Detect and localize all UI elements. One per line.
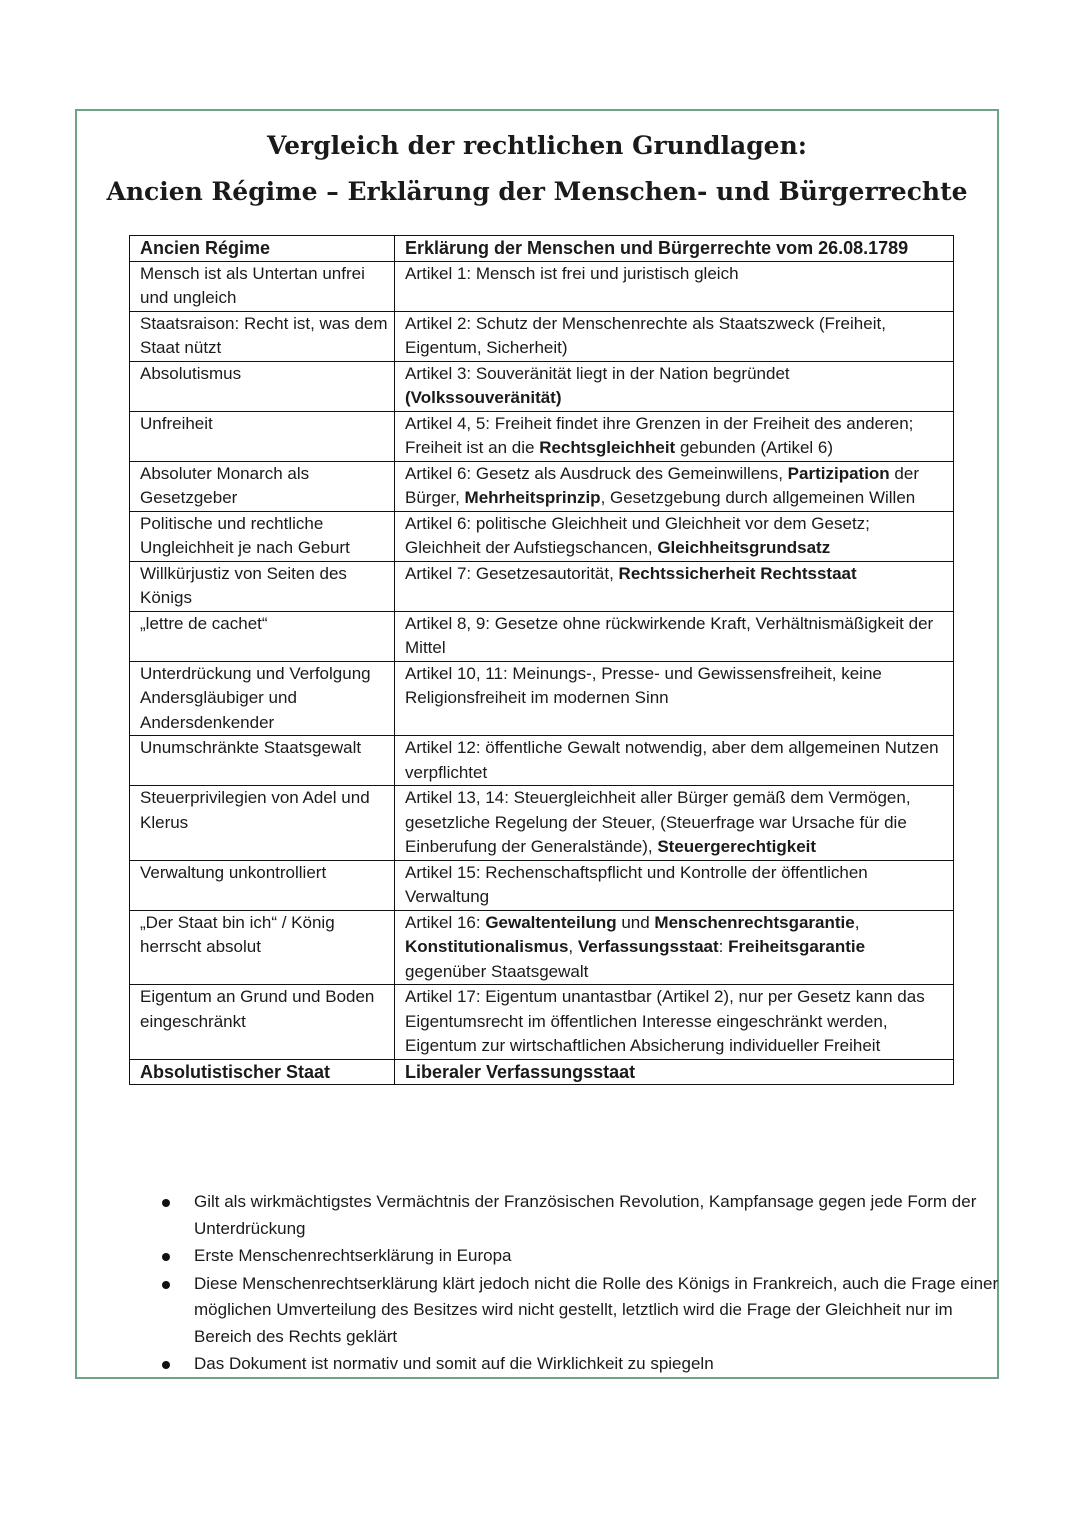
table-row (130, 261, 954, 311)
table-row (130, 561, 954, 611)
cell-menschenrechte: Artikel 8, 9: Gesetze ohne rückwirkende Kraft, Verhältnismäßigkeit der Mittel (395, 611, 954, 661)
table-body (130, 261, 954, 1059)
table-row (130, 985, 954, 1060)
cell-menschenrechte: Artikel 10, 11: Meinungs-, Presse- und Gewissensfreiheit, keine Religionsfreiheit im modernen Sinn (395, 661, 954, 736)
document-frame (75, 109, 999, 1379)
comparison-table (129, 235, 954, 1085)
table-header-row (130, 236, 954, 262)
cell-ancien-regime: „Der Staat bin ich“ / König herrscht absolut (130, 910, 395, 985)
table-row (130, 661, 954, 736)
cell-ancien-regime: Staatsraison: Recht ist, was dem Staat nützt (130, 311, 395, 361)
table-row (130, 411, 954, 461)
cell-ancien-regime: Unumschränkte Staatsgewalt (130, 736, 395, 786)
cell-ancien-regime: Absoluter Monarch als Gesetzgeber (130, 461, 395, 511)
cell-menschenrechte: Artikel 4, 5: Freiheit findet ihre Grenzen in der Freiheit des anderen; Freiheit ist an die Rechtsgleichheit gebunden (Artikel 6) (395, 411, 954, 461)
table-row (130, 786, 954, 861)
cell-menschenrechte: Artikel 7: Gesetzesautorität, Rechtssicherheit Rechtsstaat (395, 561, 954, 611)
header-ancien-regime: Ancien Régime (130, 236, 395, 262)
list-item: Diese Menschenrechtserklärung klärt jedoch nicht die Rolle des Königs in Frankreich, auch die Frage einer möglichen Umverteilung des Besitzes wird nicht gestellt, letztlich wird die Frage der Gleichheit nur im Bereich des Rechts geklärt (194, 1271, 1014, 1351)
cell-menschenrechte: Artikel 17: Eigentum unantastbar (Artikel 2), nur per Gesetz kann das Eigentumsrecht im öffentlichen Interesse eingeschränkt werden, Eigentum zur wirtschaftlichen Absicherung individueller Freiheit (395, 985, 954, 1060)
cell-menschenrechte: Artikel 6: Gesetz als Ausdruck des Gemeinwillens, Partizipation der Bürger, Mehrheitsprinzip, Gesetzgebung durch allgemeinen Willen (395, 461, 954, 511)
cell-menschenrechte: Artikel 6: politische Gleichheit und Gleichheit vor dem Gesetz; Gleichheit der Aufstiegschancen, Gleichheitsgrundsatz (395, 511, 954, 561)
cell-ancien-regime: Absolutismus (130, 361, 395, 411)
table-footer-row (130, 1059, 954, 1085)
list-item: Erste Menschenrechtserklärung in Europa (194, 1243, 1014, 1270)
cell-ancien-regime: Mensch ist als Untertan unfrei und ungleich (130, 261, 395, 311)
cell-menschenrechte: Artikel 1: Mensch ist frei und juristisch gleich (395, 261, 954, 311)
cell-menschenrechte: Artikel 13, 14: Steuergleichheit aller Bürger gemäß dem Vermögen, gesetzliche Regelung der Steuer, (Steuerfrage war Ursache für die Einberufung der Generalstände), Steuergerechtigkeit (395, 786, 954, 861)
cell-ancien-regime: Politische und rechtliche Ungleichheit je nach Geburt (130, 511, 395, 561)
table-row (130, 511, 954, 561)
table-row (130, 860, 954, 910)
footer-absolutistischer-staat: Absolutistischer Staat (130, 1059, 395, 1085)
cell-menschenrechte: Artikel 3: Souveränität liegt in der Nation begründet (Volkssouveränität) (395, 361, 954, 411)
cell-ancien-regime: Steuerprivilegien von Adel und Klerus (130, 786, 395, 861)
table-row (130, 311, 954, 361)
cell-ancien-regime: Verwaltung unkontrolliert (130, 860, 395, 910)
cell-ancien-regime: Willkürjustiz von Seiten des Königs (130, 561, 395, 611)
header-menschenrechte: Erklärung der Menschen und Bürgerrechte vom 26.08.1789 (395, 236, 954, 262)
cell-menschenrechte: Artikel 15: Rechenschaftspflicht und Kontrolle der öffentlichen Verwaltung (395, 860, 954, 910)
cell-ancien-regime: Unterdrückung und Verfolgung Andersgläubiger und Andersdenkender (130, 661, 395, 736)
table-row (130, 611, 954, 661)
footer-verfassungsstaat: Liberaler Verfassungsstaat (395, 1059, 954, 1085)
cell-menschenrechte: Artikel 2: Schutz der Menschenrechte als Staatszweck (Freiheit, Eigentum, Sicherheit) (395, 311, 954, 361)
table-row (130, 736, 954, 786)
table-row (130, 910, 954, 985)
table-row (130, 461, 954, 511)
title-line-2: Ancien Régime – Erklärung der Menschen- und Bürgerrechte (106, 177, 968, 206)
title-line-1: Vergleich der rechtlichen Grundlagen: (267, 131, 807, 160)
table-row (130, 361, 954, 411)
list-item: Das Dokument ist normativ und somit auf die Wirklichkeit zu spiegeln (194, 1351, 1014, 1378)
cell-menschenrechte: Artikel 16: Gewaltenteilung und Menschenrechtsgarantie, Konstitutionalismus, Verfassungsstaat: Freiheitsgarantie gegenüber Staatsgewalt (395, 910, 954, 985)
cell-menschenrechte: Artikel 12: öffentliche Gewalt notwendig, aber dem allgemeinen Nutzen verpflichtet (395, 736, 954, 786)
cell-ancien-regime: Eigentum an Grund und Boden eingeschränkt (130, 985, 395, 1060)
cell-ancien-regime: Unfreiheit (130, 411, 395, 461)
cell-ancien-regime: „lettre de cachet“ (130, 611, 395, 661)
notes-list (149, 1189, 1014, 1379)
list-item: Gilt als wirkmächtigstes Vermächtnis der Französischen Revolution, Kampfansage gegen jede Form der Unterdrückung (194, 1189, 1014, 1242)
